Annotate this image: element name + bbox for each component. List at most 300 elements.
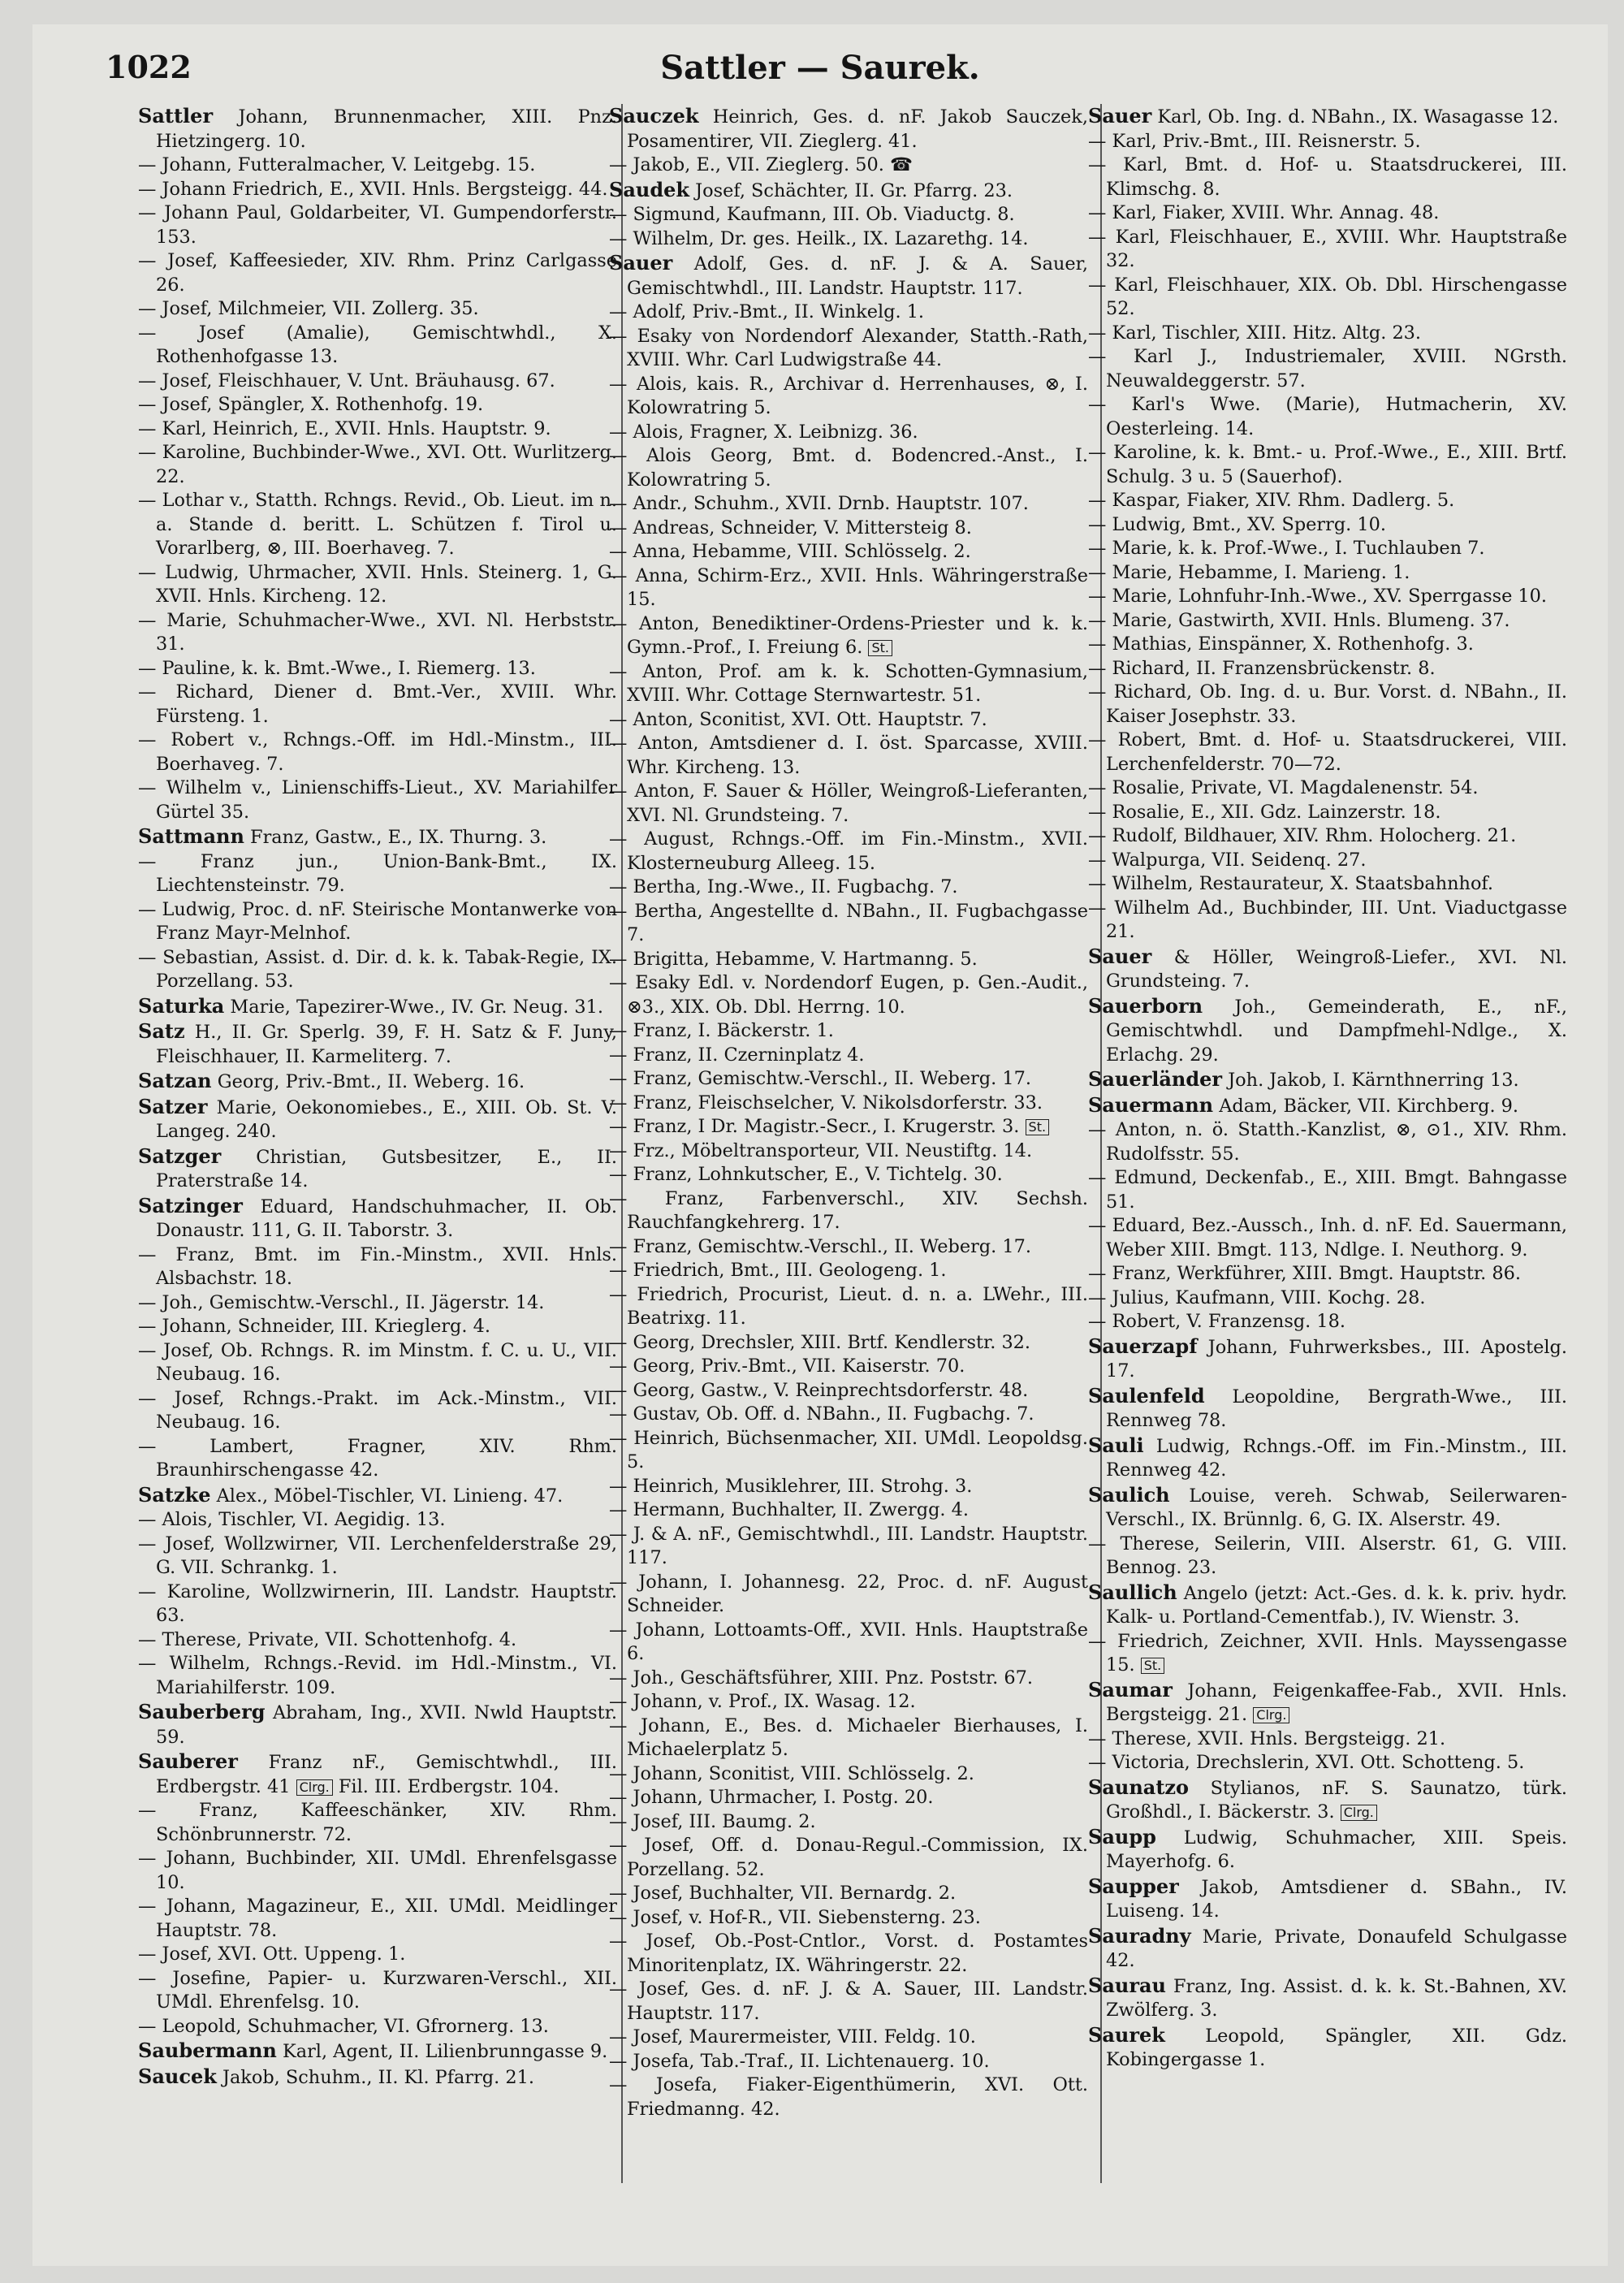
entry-text: — Bertha, Ing.-Wwe., II. Fugbachg. 7. — [609, 876, 958, 897]
entry-text: — Rosalie, E., XII. Gdz. Lainzerstr. 18. — [1088, 801, 1441, 823]
directory-entry — [609, 251, 1088, 301]
entry-text: — Karl, Bmt. d. Hof- u. Staatsdruckerei, III. Klimschg. 8. — [1088, 154, 1567, 200]
entry-text: — Josefa, Tab.-Traf., II. Lichtenauerg. 10. — [609, 2050, 990, 2072]
entry-text-continued: Fil. III. Erdbergstr. 104. — [338, 1775, 559, 1797]
directory-entry — [1088, 1262, 1567, 1286]
entry-surname: Saunatzo — [1088, 1775, 1190, 1799]
directory-entry — [1088, 561, 1567, 586]
directory-entry — [609, 540, 1088, 564]
directory-entry — [138, 1700, 617, 1749]
entry-text: — Alois, Tischler, VI. Aegidig. 13. — [138, 1509, 446, 1530]
directory-entry — [1088, 153, 1567, 201]
directory-entry — [138, 1580, 617, 1628]
directory-entry — [609, 2050, 1088, 2074]
entry-text: — Rudolf, Bildhauer, XIV. Rhm. Holocherg. 21. — [1088, 825, 1517, 846]
directory-entry — [138, 776, 617, 824]
entry-text: — Josef, Milchmeier, VII. Zollerg. 35. — [138, 298, 479, 319]
directory-entry — [138, 1967, 617, 2015]
directory-entry — [138, 1095, 617, 1144]
entry-text: Marie, Tapezirer-Wwe., IV. Gr. Neug. 31. — [230, 996, 604, 1018]
directory-entry — [609, 301, 1088, 325]
directory-entry — [1088, 513, 1567, 538]
directory-entry — [609, 948, 1088, 972]
directory-entry — [609, 1810, 1088, 1835]
entry-surname: Satzke — [138, 1482, 211, 1507]
entry-text: — Robert, V. Franzensg. 18. — [1088, 1311, 1345, 1332]
directory-entry — [138, 1339, 617, 1387]
directory-entry — [138, 249, 617, 297]
directory-entry — [609, 2026, 1088, 2050]
entry-text: — Johann Paul, Goldarbeiter, VI. Gumpendorferstr. 153. — [138, 202, 617, 248]
entry-text: Joh. Jakob, I. Kärnthnerring 13. — [1228, 1070, 1519, 1091]
entry-text: — Johann, Sconitist, VIII. Schlösselg. 2. — [609, 1762, 974, 1784]
directory-entry — [609, 1906, 1088, 1931]
entry-text: — Franz, Farbenverschl., XIV. Sechsh. Rauchfangkehrerg. 17. — [609, 1187, 1088, 1233]
entry-badge: St. — [1141, 1658, 1165, 1674]
entry-text: — Richard, Diener d. Bmt.-Ver., XVIII. Whr. Fürsteng. 1. — [138, 681, 617, 727]
entry-text: — Heinrich, Musiklehrer, III. Strohg. 3. — [609, 1475, 973, 1497]
directory-entry — [138, 1291, 617, 1316]
directory-entry — [609, 612, 1088, 660]
entry-text: — Karoline, Buchbinder-Wwe., XVI. Ott. Wurlitzerg. 22. — [138, 442, 617, 487]
directory-entry — [609, 1283, 1088, 1331]
directory-entry — [609, 1571, 1088, 1619]
entry-text: — Franz, Lohnkutscher, E., V. Tichtelg. 30. — [609, 1164, 1003, 1185]
entry-surname: Saulich — [1088, 1482, 1170, 1507]
directory-entry — [609, 1187, 1088, 1235]
entry-text: — Andr., Schuhm., XVII. Drnb. Hauptstr. 107. — [609, 493, 1029, 514]
directory-entry — [609, 1498, 1088, 1523]
directory-entry — [609, 1067, 1088, 1092]
entry-text: — Wilhelm, Rchngs.-Revid. im Hdl.-Minstm., VI. Mariahilferstr. 109. — [138, 1653, 617, 1698]
entry-text: — Karl, Heinrich, E., XVII. Hnls. Hauptstr. 9. — [138, 417, 551, 439]
directory-entry — [138, 729, 617, 776]
entry-text: Adam, Bäcker, VII. Kirchberg. 9. — [1219, 1095, 1519, 1117]
entry-text: Stylianos, nF. S. Saunatzo, türk. Großhdl., I. Bäckerstr. 3. — [1106, 1777, 1567, 1823]
directory-entry — [138, 297, 617, 322]
directory-entry — [1088, 1384, 1567, 1433]
directory-entry — [138, 1533, 617, 1580]
entry-text: — Anton, F. Sauer & Höller, Weingroß-Lieferanten, XVI. Nl. Grundsteing. 7. — [609, 780, 1088, 826]
entry-text: — Josef, Off. d. Donau-Regul.-Commission, IX. Porzellang. 52. — [609, 1835, 1088, 1880]
entry-text: Karl, Agent, II. Lilienbrunngasse 9. — [283, 2041, 608, 2062]
entry-surname: Sauradny — [1088, 1923, 1191, 1948]
directory-entry — [1088, 1214, 1567, 1262]
entry-surname: Sauer — [609, 251, 673, 275]
directory-entry — [138, 1652, 617, 1700]
entry-text: — Johann, I. Johannesg. 22, Proc. d. nF. August Schneider. — [609, 1571, 1088, 1616]
entry-text: Alex., Möbel-Tischler, VI. Linieng. 47. — [216, 1485, 564, 1507]
entry-text: — Karl, Fleischhauer, XIX. Ob. Dbl. Hirschengasse 52. — [1088, 274, 1567, 319]
entry-text: — Karl, Tischler, XIII. Hitz. Altg. 23. — [1088, 322, 1422, 344]
directory-entry — [1088, 1334, 1567, 1384]
entry-text: — Franz, Werkführer, XIII. Bmgt. Hauptstr. 86. — [1088, 1263, 1521, 1284]
directory-entry — [1088, 633, 1567, 657]
entry-text: — Mathias, Einspänner, X. Rothenhofg. 3. — [1088, 633, 1474, 655]
directory-entry — [1088, 1093, 1567, 1119]
directory-entry — [138, 489, 617, 561]
directory-entry — [1088, 824, 1567, 849]
directory-entry — [609, 1259, 1088, 1283]
entry-text: Leopoldine, Bergrath-Wwe., III. Rennweg 78. — [1106, 1386, 1567, 1431]
entry-text: — Karl, Fiaker, XVIII. Whr. Annag. 48. — [1088, 202, 1440, 223]
entry-text: — Eduard, Bez.-Aussch., Inh. d. nF. Ed. Sauermann, Weber XIII. Bmgt. 113, Ndlge. I. Neuthorg. 9. — [1088, 1215, 1567, 1260]
directory-entry — [609, 2073, 1088, 2121]
directory-entry — [1088, 776, 1567, 801]
entry-text: Ludwig, Schuhmacher, XIII. Speis. Mayerhofg. 6. — [1106, 1827, 1567, 1872]
entry-badge: Clrg. — [296, 1779, 333, 1796]
entry-text: — Josef, Ges. d. nF. J. & A. Sauer, III. Landstr. Hauptstr. 117. — [609, 1978, 1088, 2024]
directory-entry — [138, 393, 617, 417]
page-header — [106, 49, 1535, 106]
directory-entry — [609, 708, 1088, 733]
directory-entry — [609, 876, 1088, 900]
directory-entry — [1088, 489, 1567, 513]
directory-entry — [1088, 130, 1567, 154]
entry-text: Marie, Private, Donaufeld Schulgasse 42. — [1106, 1926, 1567, 1971]
directory-entry — [609, 1427, 1088, 1475]
entry-text: — Richard, Ob. Ing. d. u. Bur. Vorst. d. NBahn., II. Kaiser Josephstr. 33. — [1088, 681, 1567, 727]
entry-text: — Marie, Schuhmacher-Wwe., XVI. Nl. Herbststr. 31. — [138, 609, 617, 655]
directory-entry — [1088, 945, 1567, 994]
column-3 — [1088, 104, 1567, 2183]
directory-entry — [609, 732, 1088, 780]
page-title: Sattler — Saurek. — [660, 49, 980, 87]
entry-text: Johann, Fuhrwerksbes., III. Apostelg. 17. — [1106, 1336, 1567, 1381]
entry-surname: Sattmann — [138, 824, 244, 848]
directory-entry — [609, 1355, 1088, 1379]
directory-entry — [609, 1619, 1088, 1667]
entry-text: — Josef, Wollzwirner, VII. Lerchenfelderstraße 29, G. VII. Schrankg. 1. — [138, 1533, 617, 1578]
directory-entry — [138, 1387, 617, 1435]
entry-text: — Johann, Lottoamts-Off., XVII. Hnls. Hauptstraße 6. — [609, 1619, 1088, 1664]
entry-surname: Satzan — [138, 1069, 212, 1092]
directory-entry — [138, 2039, 617, 2065]
directory-entry — [609, 1834, 1088, 1882]
entry-text: — Kaspar, Fiaker, XIV. Rhm. Dadlerg. 5. — [1088, 490, 1455, 511]
entry-surname: Saucek — [138, 2064, 217, 2088]
entry-text: — Anna, Schirm-Erz., XVII. Hnls. Währingerstraße 15. — [609, 564, 1088, 610]
entry-text: — Therese, Seilerin, VIII. Alserstr. 61, G. VIII. Bennog. 23. — [1088, 1533, 1567, 1578]
directory-entry — [609, 325, 1088, 373]
entry-text: — Wilhelm Ad., Buchbinder, III. Unt. Viaductgasse 21. — [1088, 897, 1567, 942]
entry-text: — Josef, Spängler, X. Rothenhofg. 19. — [138, 394, 484, 415]
directory-entry — [1088, 849, 1567, 873]
directory-entry — [609, 1044, 1088, 1068]
entry-text: — Josef, Rchngs.-Prakt. im Ack.-Minstm., VII. Neubaug. 16. — [138, 1387, 617, 1433]
directory-entry — [609, 828, 1088, 876]
entry-text: — Ludwig, Bmt., XV. Sperrg. 10. — [1088, 513, 1386, 535]
entry-text: — Therese, Private, VII. Schottenhofg. 4. — [138, 1628, 517, 1650]
entry-text: — Ludwig, Proc. d. nF. Steirische Montanwerke von Franz Mayr-Melnhof. — [138, 898, 617, 944]
directory-entry — [609, 1331, 1088, 1356]
directory-entry — [1088, 729, 1567, 776]
entry-text: — Franz, Kaffeeschänker, XIV. Rhm. Schönbrunnerstr. 72. — [138, 1800, 617, 1845]
entry-text: — Anton, n. ö. Statth.-Kanzlist, ⊗, ⊙1., XIV. Rhm. Rudolfsstr. 55. — [1088, 1119, 1567, 1165]
entry-text: — Rosalie, Private, VI. Magdalenenstr. 54. — [1088, 777, 1479, 798]
directory-entry — [138, 178, 617, 202]
directory-entry — [1088, 2023, 1567, 2073]
entry-text: — Franz, I. Bäckerstr. 1. — [609, 1020, 834, 1041]
entry-text: — Jakob, E., VII. Zieglerg. 50. ☎ — [609, 154, 913, 175]
directory-entry — [609, 1115, 1088, 1139]
directory-entry — [609, 1714, 1088, 1762]
entry-text: — Karoline, Wollzwirnerin, III. Landstr. Hauptstr. 63. — [138, 1580, 617, 1626]
entry-badge: Clrg. — [1341, 1805, 1377, 1821]
entry-text: — Johann Friedrich, E., XVII. Hnls. Bergsteigg. 44. — [138, 178, 608, 200]
directory-entry — [1088, 537, 1567, 561]
entry-text: — Johann, E., Bes. d. Michaeler Bierhauses, I. Michaelerplatz 5. — [609, 1714, 1088, 1760]
directory-entry — [1088, 897, 1567, 945]
directory-entry — [138, 1799, 617, 1847]
directory-entry — [609, 1523, 1088, 1571]
directory-entry — [1088, 1775, 1567, 1825]
entry-text: — Marie, Gastwirth, XVII. Hnls. Blumeng. 37. — [1088, 609, 1510, 631]
directory-entry — [1088, 1433, 1567, 1483]
directory-entry — [609, 660, 1088, 708]
directory-entry — [138, 417, 617, 442]
entry-text: — Sigmund, Kaufmann, III. Ob. Viaductg. 8. — [609, 204, 1015, 225]
entry-surname: Sauerländer — [1088, 1067, 1223, 1091]
directory-entry — [1088, 681, 1567, 729]
entry-text: — Josefa, Fiaker-Eigenthümerin, XVI. Ott. Friedmanng. 42. — [609, 2074, 1088, 2120]
directory-entry — [609, 1930, 1088, 1978]
entry-text: Georg, Priv.-Bmt., II. Weberg. 16. — [217, 1071, 525, 1092]
directory-entry — [1088, 1580, 1567, 1630]
entry-text: — Franz, Bmt. im Fin.-Minstm., XVII. Hnls. Alsbachstr. 18. — [138, 1243, 617, 1289]
entry-text: — Josefine, Papier- u. Kurzwaren-Verschl., XII. UMdl. Ehrenfelsg. 10. — [138, 1967, 617, 2013]
directory-entry — [1088, 585, 1567, 609]
entry-text: — Georg, Drechsler, XIII. Brtf. Kendlerstr. 32. — [609, 1331, 1031, 1353]
directory-entry — [1088, 609, 1567, 633]
directory-entry — [609, 1762, 1088, 1787]
directory-entry — [609, 421, 1088, 445]
directory-entry — [138, 1243, 617, 1291]
entry-text: — Johann, Schneider, III. Krieglerg. 4. — [138, 1316, 490, 1337]
directory-entry — [138, 1847, 617, 1895]
entry-text: — Franz, I Dr. Magistr.-Secr., I. Krugerstr. 3. — [609, 1116, 1020, 1137]
entry-text: — August, Rchngs.-Off. im Fin.-Minstm., XVII. Klosterneuburg Alleeg. 15. — [609, 828, 1088, 874]
directory-entry — [138, 1069, 617, 1095]
entry-badge: Clrg. — [1253, 1707, 1289, 1723]
directory-entry — [609, 1235, 1088, 1260]
entry-text: — Josef (Amalie), Gemischtwhdl., X. Rothenhofgasse 13. — [138, 322, 617, 367]
entry-surname: Sauberberg — [138, 1700, 266, 1723]
entry-surname: Sauer — [1088, 104, 1152, 128]
entry-text: — Robert, Bmt. d. Hof- u. Staatsdruckerei, VIII. Lerchenfelderstr. 70—72. — [1088, 729, 1567, 775]
entry-text: & Höller, Weingroß-Liefer., XVI. Nl. Grundsteing. 7. — [1106, 946, 1567, 992]
directory-entry — [138, 153, 617, 178]
entry-text: — Joh., Geschäftsführer, XIII. Pnz. Poststr. 67. — [609, 1667, 1033, 1688]
column-1 — [138, 104, 617, 2183]
entry-text: — Marie, k. k. Prof.-Wwe., I. Tuchlauben 7. — [1088, 538, 1485, 559]
entry-text: — Josef, XVI. Ott. Uppeng. 1. — [138, 1944, 406, 1965]
directory-entry — [138, 2015, 617, 2039]
directory-entry — [1088, 1630, 1567, 1678]
entry-text: — Franz, Fleischselcher, V. Nikolsdorferstr. 33. — [609, 1092, 1043, 1113]
directory-entry — [1088, 1874, 1567, 1924]
directory-entry — [1088, 226, 1567, 274]
entry-text: H., II. Gr. Sperlg. 39, F. H. Satz & F. Juny, Fleischhauer, II. Karmeliterg. 7. — [156, 1022, 617, 1067]
entry-text: — J. & A. nF., Gemischtwhdl., III. Landstr. Hauptstr. 117. — [609, 1523, 1088, 1568]
directory-entry — [1088, 1825, 1567, 1874]
entry-surname: Sauli — [1088, 1433, 1144, 1457]
entry-surname: Sauer — [1088, 944, 1152, 968]
entry-text: Jakob, Schuhm., II. Kl. Pfarrg. 21. — [222, 2066, 534, 2088]
entry-surname: Sauberer — [138, 1749, 238, 1773]
directory-entry — [138, 1019, 617, 1069]
entry-text: — Johann, Futteralmacher, V. Leitgebg. 15. — [138, 154, 536, 175]
entry-text: — Johann, v. Prof., IX. Wasag. 12. — [609, 1691, 916, 1712]
entry-text: — Anton, Sconitist, XVI. Ott. Hauptstr. 7. — [609, 708, 987, 730]
directory-entry — [609, 780, 1088, 828]
entry-text: — Karoline, k. k. Bmt.- u. Prof.-Wwe., E., XIII. Brtf. Schulg. 3 u. 5 (Sauerhof). — [1088, 442, 1567, 487]
directory-entry — [609, 971, 1088, 1019]
entry-text: Eduard, Handschuhmacher, II. Ob. Donaustr. 111, G. II. Taborstr. 3. — [156, 1196, 617, 1241]
directory-entry — [138, 1194, 617, 1243]
entry-text: — Anton, Benediktiner-Ordens-Priester und k. k. Gymn.-Prof., I. Freiung 6. — [609, 612, 1088, 658]
directory-entry — [138, 1435, 617, 1483]
entry-surname: Saurau — [1088, 1973, 1166, 1997]
directory-entry — [609, 373, 1088, 421]
directory-entry — [609, 104, 1088, 153]
directory-entry — [609, 227, 1088, 252]
entry-text: Johann, Feigenkaffee-Fab., XVII. Hnls. Bergsteigg. 21. — [1106, 1680, 1567, 1725]
entry-text: Leopold, Spängler, XII. Gdz. Kobingergasse 1. — [1106, 2025, 1567, 2070]
directory-entry — [609, 178, 1088, 204]
entry-text: — Karl J., Industriemaler, XVIII. NGrsth. Neuwaldeggerstr. 57. — [1088, 346, 1567, 391]
entry-text: — Marie, Hebamme, I. Marieng. 1. — [1088, 561, 1410, 583]
entry-text: Karl, Ob. Ing. d. NBahn., IX. Wasagasse 12. — [1157, 106, 1559, 128]
directory-entry — [1088, 201, 1567, 226]
entry-text: Heinrich, Ges. d. nF. Jakob Sauczek, Posamentirer, VII. Zieglerg. 41. — [627, 106, 1088, 152]
entry-text: — Esaky von Nordendorf Alexander, Statth.-Rath, XVIII. Whr. Carl Ludwigstraße 44. — [609, 325, 1088, 370]
directory-entry — [1088, 1727, 1567, 1752]
entry-text: — Georg, Gastw., V. Reinprechtsdorferstr. 48. — [609, 1379, 1029, 1401]
directory-entry — [609, 1475, 1088, 1499]
entry-surname: Saumar — [1088, 1677, 1173, 1701]
directory-entry — [1088, 1483, 1567, 1533]
entry-surname: Sauermann — [1088, 1092, 1214, 1117]
entry-text: — Lothar v., Statth. Rchngs. Revid., Ob. Lieut. im n. a. Stande d. beritt. L. Schützen f. Tirol u. Vorarlberg, ⊗, III. Boerhaveg. 7. — [138, 490, 617, 559]
directory-entry — [1088, 393, 1567, 441]
directory-entry — [1088, 872, 1567, 897]
directory-entry — [609, 492, 1088, 517]
entry-text: — Karl, Priv.-Bmt., III. Reisnerstr. 5. — [1088, 130, 1421, 152]
directory-entry — [609, 1092, 1088, 1116]
directory-entry — [138, 104, 617, 153]
directory-entry — [1088, 994, 1567, 1068]
entry-text: — Josef, v. Hof-R., VII. Siebensterng. 23. — [609, 1906, 981, 1928]
entry-text: — Friedrich, Bmt., III. Geologeng. 1. — [609, 1260, 947, 1281]
entry-text: — Josef, Buchhalter, VII. Bernardg. 2. — [609, 1883, 957, 1904]
directory-entry — [609, 564, 1088, 612]
entry-surname: Satzger — [138, 1144, 222, 1168]
entry-text: — Adolf, Priv.-Bmt., II. Winkelg. 1. — [609, 301, 925, 322]
directory-entry — [1088, 1286, 1567, 1311]
entry-text: — Franz jun., Union-Bank-Bmt., IX. Liechtensteinstr. 79. — [138, 850, 617, 896]
directory-entry — [609, 1403, 1088, 1427]
directory-entry — [138, 1315, 617, 1339]
directory-entry — [1088, 801, 1567, 825]
entry-text: — Marie, Lohnfuhr-Inh.-Wwe., XV. Sperrgasse 10. — [1088, 586, 1548, 607]
directory-entry — [138, 441, 617, 489]
directory-entry — [138, 322, 617, 370]
entry-text: — Johann, Magazineur, E., XII. UMdl. Meidlinger Hauptstr. 78. — [138, 1896, 617, 1941]
entry-text: — Richard, II. Franzensbrückenstr. 8. — [1088, 657, 1436, 679]
entry-text: — Alois, Fragner, X. Leibnizg. 36. — [609, 421, 918, 443]
entry-text: Franz, Ing. Assist. d. k. k. St.-Bahnen, XV. Zwölferg. 3. — [1106, 1975, 1567, 2021]
directory-entry — [1088, 104, 1567, 130]
entry-text: Franz nF., Gemischtwhdl., III. Erdbergstr. 41 — [156, 1752, 617, 1797]
entry-text: Johann, Brunnenmacher, XIII. Pnz. Hietzingerg. 10. — [156, 106, 617, 152]
directory-entry — [1088, 1974, 1567, 2023]
entry-text: — Josef, Ob.-Post-Cntlor., Vorst. d. Postamtes Minoritenplatz, IX. Währingerstr. 22. — [609, 1931, 1088, 1976]
entry-text: Jakob, Amtsdiener d. SBahn., IV. Luiseng. 14. — [1106, 1876, 1567, 1922]
entry-text: — Josef, Maurermeister, VIII. Feldg. 10. — [609, 2026, 976, 2047]
entry-text: Abraham, Ing., XVII. Nwld Hauptstr. 59. — [156, 1702, 617, 1748]
directory-entry — [138, 681, 617, 729]
directory-entry — [609, 1786, 1088, 1810]
entry-text: Louise, vereh. Schwab, Seilerwaren-Verschl., IX. Brünnlg. 6, G. IX. Alserstr. 49. — [1106, 1485, 1567, 1530]
directory-entry — [138, 201, 617, 249]
entry-badge: St. — [868, 640, 892, 656]
directory-entry — [138, 1483, 617, 1509]
directory-entry — [609, 153, 1088, 178]
directory-entry — [1088, 345, 1567, 393]
entry-text: — Walpurga, VII. Seidenq. 27. — [1088, 849, 1367, 871]
entry-text: — Joh., Gemischtw.-Verschl., II. Jägerstr. 14. — [138, 1291, 545, 1313]
entry-text: — Karl, Fleischhauer, E., XVIII. Whr. Hauptstraße 32. — [1088, 226, 1567, 271]
entry-surname: Saupp — [1088, 1824, 1156, 1848]
entry-badge: St. — [1026, 1119, 1050, 1135]
entry-text: — Johann, Buchbinder, XII. UMdl. Ehrenfelsgasse 10. — [138, 1848, 617, 1893]
entry-surname: Saudek — [609, 177, 690, 201]
entry-text: — Leopold, Schuhmacher, VI. Gfrornerg. 13. — [138, 2015, 549, 2037]
entry-text: — Edmund, Deckenfab., E., XIII. Bmgt. Bahngasse 51. — [1088, 1167, 1567, 1213]
directory-entry — [138, 561, 617, 609]
entry-text: — Therese, XVII. Hnls. Bergsteigg. 21. — [1088, 1727, 1446, 1749]
entry-text: — Josef, Ob. Rchngs. R. im Minstm. f. C. u. U., VII. Neubaug. 16. — [138, 1339, 617, 1385]
directory-entry — [609, 203, 1088, 227]
directory-entry — [609, 1978, 1088, 2026]
directory-entry — [1088, 1751, 1567, 1775]
entry-surname: Saullich — [1088, 1580, 1177, 1604]
directory-entry — [1088, 1924, 1567, 1974]
entry-text: — Brigitta, Hebamme, V. Hartmanng. 5. — [609, 948, 978, 970]
directory-entry — [1088, 1166, 1567, 1214]
column-2 — [609, 104, 1088, 2183]
entry-text: — Anna, Hebamme, VIII. Schlösselg. 2. — [609, 541, 971, 562]
entry-surname: Saubermann — [138, 2039, 277, 2062]
entry-text: Joh., Gemeinderath, E., nF., Gemischtwhdl. und Dampfmehl-Ndlge., X. Erlachg. 29. — [1106, 996, 1567, 1066]
directory-entry — [138, 1628, 617, 1653]
entry-text: — Hermann, Buchhalter, II. Zwergg. 4. — [609, 1499, 970, 1520]
directory-entry — [1088, 1678, 1567, 1727]
entry-text: — Anton, Amtsdiener d. I. öst. Sparcasse, XVIII. Whr. Kircheng. 13. — [609, 733, 1088, 778]
entry-surname: Sauczek — [609, 104, 699, 128]
directory-entry — [1088, 1118, 1567, 1166]
directory-entry — [138, 1749, 617, 1799]
entry-text: — Heinrich, Büchsenmacher, XII. UMdl. Leopoldsg. 5. — [609, 1427, 1088, 1472]
entry-text: — Wilhelm, Restaurateur, X. Staatsbahnhof. — [1088, 873, 1494, 894]
page-number: 1022 — [106, 49, 192, 85]
entry-text: — Josef, Fleischhauer, V. Unt. Bräuhausg. 67. — [138, 370, 555, 391]
entry-text: — Wilhelm v., Linienschiffs-Lieut., XV. Mariahilfer Gürtel 35. — [138, 777, 617, 823]
directory-entry — [138, 1508, 617, 1533]
entry-text: — Franz, II. Czerninplatz 4. — [609, 1044, 865, 1066]
directory-entry — [138, 898, 617, 946]
